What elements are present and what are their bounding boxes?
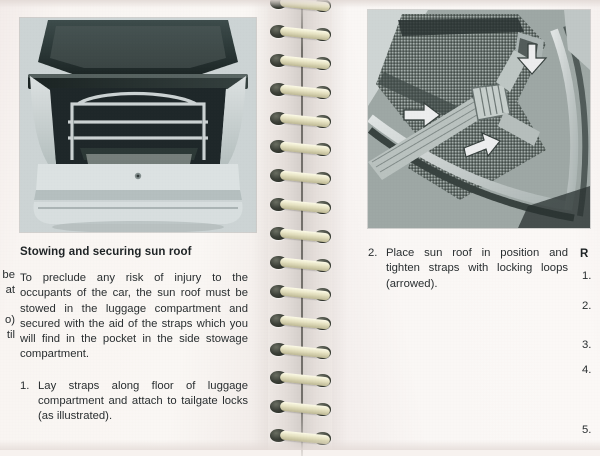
edge-fragment-right-num-5: 5. — [582, 424, 592, 436]
edge-fragment-right-heading: R — [580, 248, 589, 260]
edge-fragment-left-2: at — [5, 284, 15, 296]
step-number: 1. — [20, 379, 30, 392]
edge-fragment-right-num-2: 2. — [582, 300, 592, 312]
edge-fragment-right-num-3: 3. — [582, 339, 592, 351]
scan-bleed-top — [0, 0, 600, 8]
edge-fragment-left-4: til — [6, 329, 15, 341]
scan-bleed-bottom — [0, 440, 600, 450]
edge-fragment-left-3: o) — [4, 314, 15, 326]
edge-fragment-left-1: be — [2, 269, 15, 281]
step-text: Lay straps along floor of luggage compartment and attach to tailgate locks (as illustrated). — [38, 379, 248, 423]
section-heading: Stowing and securing sun roof — [20, 246, 192, 258]
step-number: 2. — [368, 247, 378, 259]
intro-paragraph: To preclude any risk of injury to the occupants of the car, the sun roof must be stowed in the luggage compartment and secured with the aid of the straps which you will find in the pocket in the side stowage compartment. — [20, 272, 248, 361]
edge-fragment-right-num-1: 1. — [582, 270, 592, 282]
step-text: Place sun roof in position and tighten straps with locking loops (arrowed). — [386, 247, 568, 290]
edge-fragment-right-num-4: 4. — [582, 364, 592, 376]
